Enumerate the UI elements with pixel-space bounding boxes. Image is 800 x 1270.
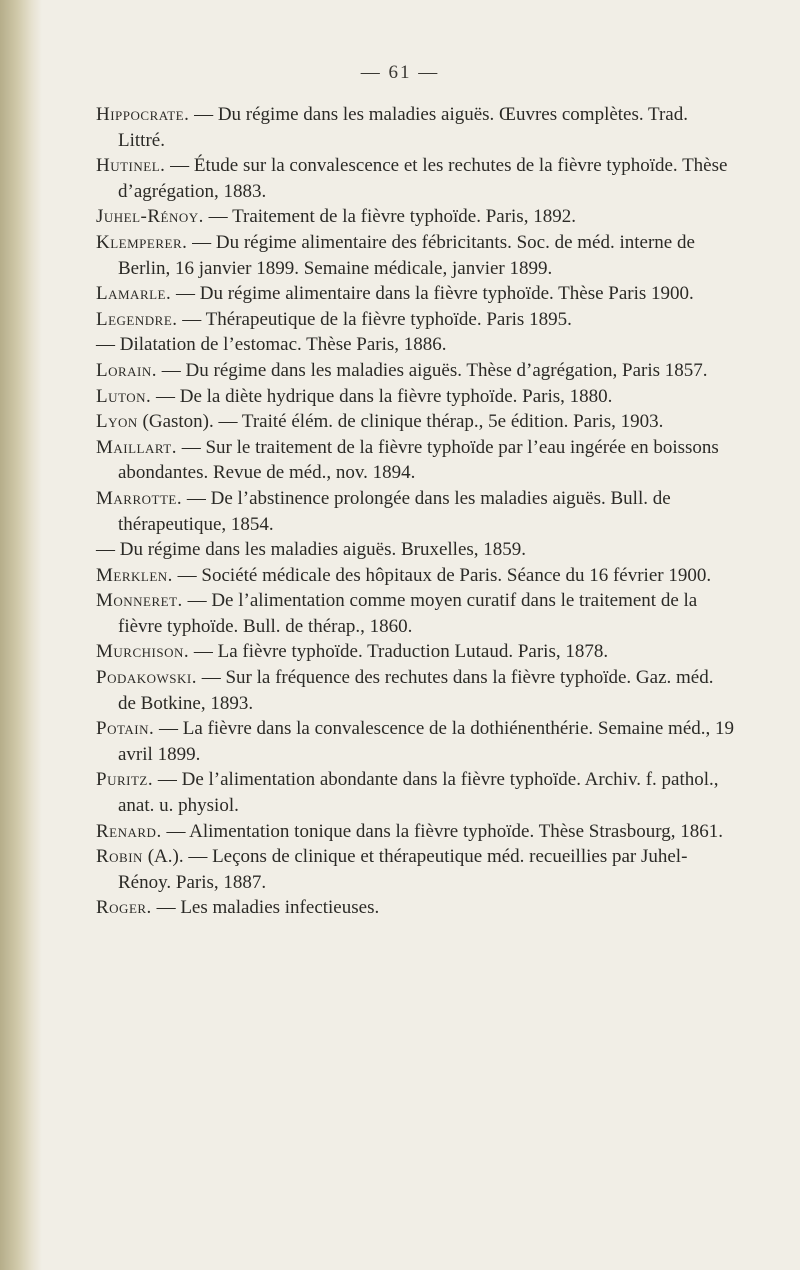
entry-text: — La fièvre typhoïde. Traduction Lutaud. Paris, 1878. bbox=[189, 641, 609, 663]
bibliography-entry bbox=[96, 767, 736, 818]
entry-text: — Les maladies infectieuses. bbox=[151, 897, 380, 919]
entry-text: — Traitement de la fièvre typhoïde. Paris, 1892. bbox=[203, 206, 576, 228]
entry-text: — De l’abstinence prolongée dans les maladies aiguës. Bull. de thérapeutique, 1854. bbox=[118, 487, 671, 535]
page-edge-shadow bbox=[0, 0, 42, 1270]
bibliography-entry bbox=[96, 230, 736, 281]
entry-author: Hutinel. bbox=[96, 155, 166, 177]
bibliography-entry bbox=[96, 588, 736, 639]
entry-author: Murchison. bbox=[96, 641, 190, 663]
bibliography-entry bbox=[96, 358, 736, 384]
bibliography-entry bbox=[96, 409, 736, 435]
entry-text: — Du régime dans les maladies aiguës. Thèse d’agrégation, Paris 1857. bbox=[157, 359, 708, 381]
bibliography-entry bbox=[96, 307, 736, 333]
bibliography-entry bbox=[96, 716, 736, 767]
entry-text: — Du régime alimentaire des fébricitants. Soc. de méd. interne de Berlin, 16 janvier 1899. Semaine médicale, janvier 1899. bbox=[118, 231, 695, 279]
entry-author: Maillart. bbox=[96, 436, 177, 458]
entry-text: — De l’alimentation comme moyen curatif dans le traitement de la fièvre typhoïde. Bull. de thérap., 1860. bbox=[118, 590, 698, 637]
entry-author: Merklen. bbox=[96, 564, 173, 586]
entry-author: Potain. bbox=[96, 718, 155, 740]
bibliography-entry bbox=[96, 563, 736, 589]
entry-text: — Du régime alimentaire dans la fièvre typhoïde. Thèse Paris 1900. bbox=[171, 283, 694, 305]
entry-author: Roger. bbox=[96, 897, 152, 919]
entry-author: Marrotte. bbox=[96, 487, 183, 509]
entry-author: Lorain. bbox=[96, 359, 158, 381]
bibliography-entry bbox=[96, 153, 736, 204]
entry-author: Lamarle. bbox=[96, 283, 172, 305]
bibliography-entry bbox=[96, 895, 736, 921]
entry-text: — Sur la fréquence des rechutes dans la fièvre typhoïde. Gaz. méd. de Botkine, 1893. bbox=[118, 667, 714, 714]
entry-author: Podakowski. bbox=[96, 667, 197, 689]
entry-author: Renard. bbox=[96, 820, 162, 842]
entry-author: Klemperer. bbox=[96, 231, 188, 253]
bibliography-entry bbox=[96, 844, 736, 895]
bibliography-entry bbox=[96, 819, 736, 845]
entry-text: — Alimentation tonique dans la fièvre typhoïde. Thèse Strasbourg, 1861. bbox=[161, 820, 723, 842]
bibliography-entry bbox=[96, 332, 736, 358]
entry-text: — Du régime dans les maladies aiguës. Bruxelles, 1859. bbox=[96, 539, 527, 561]
bibliography-entry bbox=[96, 639, 736, 665]
bibliography-entry bbox=[96, 102, 736, 153]
entry-author: Puritz. bbox=[96, 769, 154, 791]
entry-author: Luton. bbox=[96, 385, 152, 407]
entry-author: Monneret. bbox=[96, 590, 183, 612]
bibliography-entry bbox=[96, 435, 736, 486]
entry-text: — Thérapeutique de la fièvre typhoïde. Paris 1895. bbox=[177, 308, 572, 330]
entry-text: — Dilatation de l’estomac. Thèse Paris, 1886. bbox=[96, 334, 447, 356]
entry-author: Lyon bbox=[96, 411, 138, 433]
entry-text: — Sur le traitement de la fièvre typhoïde par l’eau ingérée en boissons abondantes. Revue de méd., nov. 1894. bbox=[118, 436, 719, 484]
entry-author: Legendre. bbox=[96, 308, 178, 330]
entry-text: (A.). — Leçons de clinique et thérapeutique méd. recueillies par Juhel-Rénoy. Paris, 1887. bbox=[118, 846, 688, 893]
page-number: — 61 — bbox=[360, 62, 440, 83]
bibliography-entry bbox=[96, 665, 736, 716]
bibliography-entry bbox=[96, 281, 736, 307]
entry-text: — De la diète hydrique dans la fièvre typhoïde. Paris, 1880. bbox=[151, 385, 613, 407]
entry-text: (Gaston). — Traité élém. de clinique thérap., 5e édition. Paris, 1903. bbox=[137, 411, 664, 433]
entry-text: — De l’alimentation abondante dans la fièvre typhoïde. Archiv. f. pathol., anat. u. physiol. bbox=[118, 769, 719, 817]
bibliography-entry bbox=[96, 204, 736, 230]
entry-author: Robin bbox=[96, 846, 143, 868]
entry-text: — Du régime dans les maladies aiguës. Œuvres complètes. Trad. Littré. bbox=[118, 104, 688, 151]
entry-text: — Société médicale des hôpitaux de Paris. Séance du 16 février 1900. bbox=[172, 564, 712, 586]
bibliography-entry bbox=[96, 537, 736, 563]
entry-author: Hippocrate. bbox=[96, 104, 190, 125]
bibliography-list bbox=[96, 102, 736, 921]
entry-text: — La fièvre dans la convalescence de la dothiénenthérie. Semaine méd., 19 avril 1899. bbox=[118, 718, 735, 765]
entry-text: — Étude sur la convalescence et les rechutes de la fièvre typhoïde. Thèse d’agrégation, 1883. bbox=[118, 155, 728, 202]
bibliography-entry bbox=[96, 486, 736, 537]
bibliography-entry bbox=[96, 384, 736, 410]
entry-author: Juhel-Rénoy. bbox=[96, 206, 204, 228]
